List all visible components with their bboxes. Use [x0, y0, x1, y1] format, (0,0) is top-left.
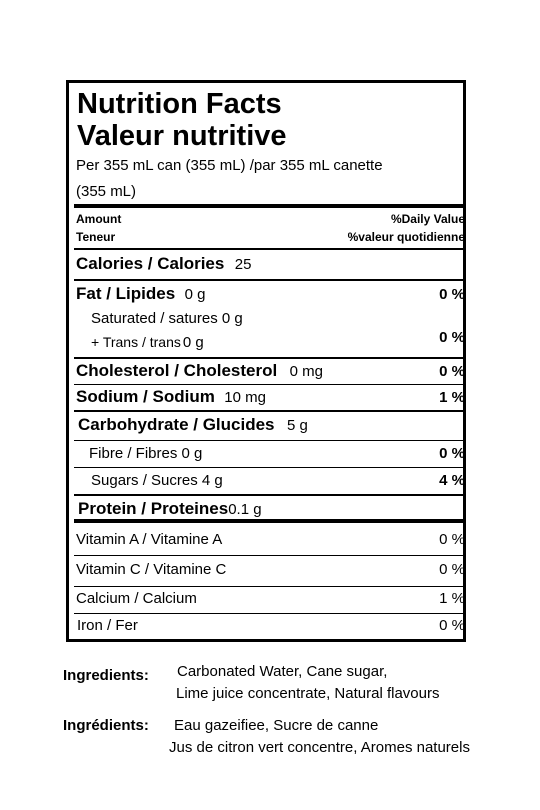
sodium-row [76, 387, 266, 407]
protein-value: 0.1 g [228, 501, 262, 518]
amount-label-en: Amount [76, 212, 122, 226]
saturated-fat-row: Saturated / satures 0 g [91, 310, 243, 327]
thick-divider [74, 519, 465, 523]
divider [74, 613, 465, 614]
divider [74, 248, 465, 250]
ingredients-label-en: Ingredients: [63, 667, 149, 684]
divider [74, 467, 465, 468]
ingredients-line1-en: Carbonated Water, Cane sugar, [177, 663, 388, 680]
protein-row [78, 499, 262, 519]
carbohydrate-label: Carbohydrate / Glucides [78, 415, 275, 434]
vitamin-c-daily-value: 0 % [439, 561, 465, 578]
cholesterol-value: 0 mg [289, 363, 324, 380]
vitamin-a-row: Vitamin A / Vitamine A [76, 531, 223, 548]
trans-fat-value: 0 g [182, 334, 204, 351]
iron-daily-value: 0 % [439, 617, 465, 634]
calories-row [76, 254, 251, 274]
serving-size-line1: Per 355 mL can (355 mL) /par 355 mL canette [76, 157, 383, 174]
cholesterol-daily-value: 0 % [439, 363, 465, 380]
ingredients-label-fr: Ingrédients: [63, 717, 149, 734]
carbohydrate-row [78, 415, 308, 435]
calcium-daily-value: 1 % [439, 590, 465, 607]
ingredients-line1-fr: Eau gazeifiee, Sucre de canne [174, 717, 379, 734]
calcium-row: Calcium / Calcium [76, 590, 197, 607]
serving-size-line2: (355 mL) [76, 183, 137, 200]
vitamin-c-row: Vitamin C / Vitamine C [76, 561, 227, 578]
trans-fat-label: + Trans / trans [91, 334, 181, 350]
divider [74, 384, 465, 385]
fibre-daily-value: 0 % [439, 445, 465, 462]
sugars-daily-value: 4 % [439, 472, 465, 489]
divider [74, 410, 465, 412]
fibre-row: Fibre / Fibres 0 g [89, 445, 203, 462]
cholesterol-label: Cholesterol / Cholesterol [76, 361, 278, 380]
daily-value-label-fr: %valeur quotidienne [347, 230, 465, 244]
fat-row [76, 284, 206, 304]
calories-value: 25 [234, 256, 252, 273]
divider [74, 440, 465, 441]
divider [74, 586, 465, 587]
sodium-label: Sodium / Sodium [76, 387, 215, 406]
sodium-value: 10 mg [224, 389, 266, 406]
title-fr: Valeur nutritive [77, 120, 287, 152]
cholesterol-row [76, 361, 323, 381]
sodium-daily-value: 1 % [439, 389, 465, 406]
fat-daily-value: 0 % [439, 286, 465, 303]
divider [74, 494, 465, 496]
daily-value-label-en: %Daily Value [390, 212, 465, 226]
fat-value: 0 g [184, 286, 206, 303]
divider [74, 555, 465, 556]
carbohydrate-value: 5 g [286, 417, 308, 434]
sugars-row: Sugars / Sucres 4 g [91, 472, 223, 489]
ingredients-line2-fr: Jus de citron vert concentre, Aromes naturels [169, 739, 470, 756]
saturated-trans-daily-value: 0 % [439, 329, 465, 346]
fat-label: Fat / Lipides [76, 284, 176, 303]
divider [74, 279, 465, 281]
protein-label: Protein / Proteines [78, 499, 229, 518]
trans-fat-row [91, 334, 204, 352]
title-en: Nutrition Facts [77, 88, 282, 120]
ingredients-line2-en: Lime juice concentrate, Natural flavours [176, 685, 440, 702]
divider [74, 357, 465, 359]
iron-row: Iron / Fer [77, 617, 138, 634]
amount-label-fr: Teneur [76, 230, 116, 244]
calories-label: Calories / Calories [76, 254, 225, 273]
vitamin-a-daily-value: 0 % [439, 531, 465, 548]
thick-divider [74, 204, 465, 208]
